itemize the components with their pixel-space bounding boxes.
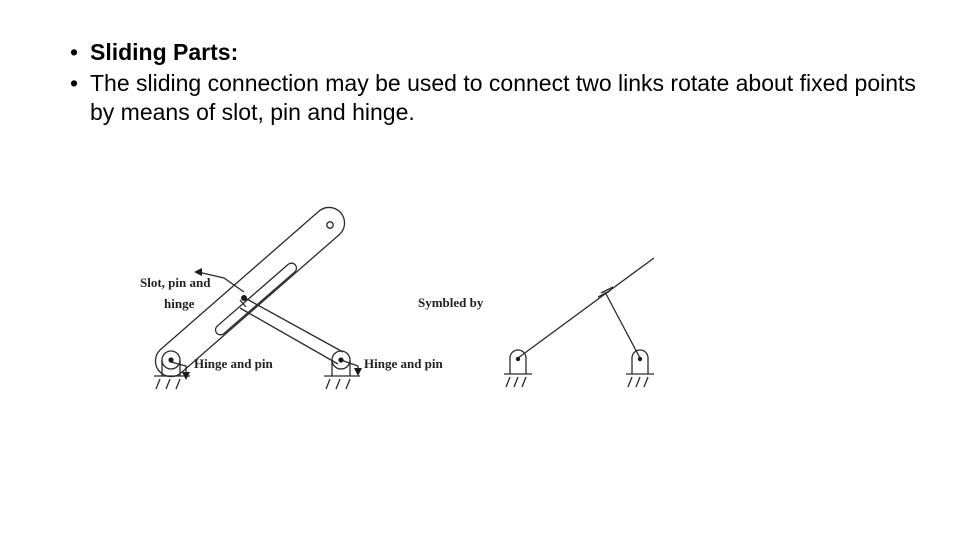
symbol-slotted-link — [518, 258, 654, 358]
slot-pin — [241, 295, 247, 301]
symbol-left-pin — [516, 357, 520, 361]
right-pivot — [324, 351, 360, 389]
label-symbled-by: Symbled by — [418, 295, 484, 310]
symbol-right-pin — [638, 357, 642, 361]
bullet-marker: • — [70, 39, 79, 65]
arrowhead-hinge-right — [354, 368, 362, 376]
bullet-heading: Sliding Parts: — [90, 39, 239, 65]
symbol-pinned-link — [605, 292, 640, 358]
right-pivot-pin — [338, 357, 343, 362]
left-pivot-pin — [168, 357, 173, 362]
label-hinge-and-pin-left: Hinge and pin — [194, 356, 273, 371]
label-slot-pin-hinge-2: hinge — [164, 296, 195, 311]
symbol-right-pivot — [632, 350, 648, 374]
bullet-marker: • — [70, 70, 79, 96]
slot — [213, 261, 298, 337]
bullet-body: The sliding connection may be used to connect two links rotate about fixed points by means of slot, pin and hinge. — [90, 70, 916, 125]
label-slot-pin-hinge-1: Slot, pin and — [140, 275, 211, 290]
label-hinge-and-pin-right: Hinge and pin — [364, 356, 443, 371]
link-end-hole — [327, 222, 333, 228]
symbol-representation — [504, 258, 654, 387]
